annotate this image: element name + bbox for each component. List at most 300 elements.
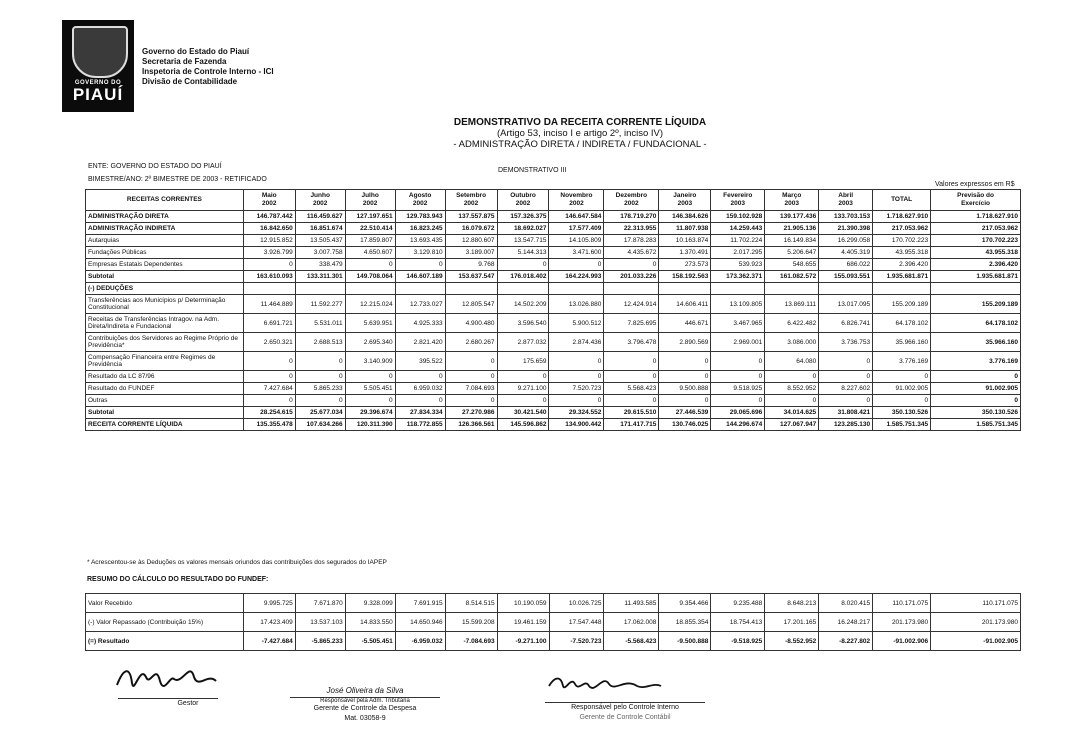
cell-value: 18.754.413	[711, 613, 765, 632]
cell-value: 29.065.696	[711, 407, 765, 419]
cell-value: 0	[345, 259, 395, 271]
cell-value: 43.955.318	[873, 247, 931, 259]
row-label: Fundações Públicas	[86, 247, 244, 259]
cell-value: 30.421.540	[497, 407, 549, 419]
cell-value: 13.547.715	[497, 235, 549, 247]
header-label: Outubro	[510, 192, 536, 199]
cell-value: 64.178.102	[931, 314, 1021, 333]
header-col-13	[873, 190, 931, 211]
row-label: Resultado da LC 87/96	[86, 371, 244, 383]
cell-value: 0	[765, 371, 819, 383]
cell-value: 3.776.169	[931, 352, 1021, 371]
table-header-row	[86, 190, 1021, 211]
header-sublabel: 2003	[677, 200, 693, 207]
cell-value: 13.537.103	[295, 613, 345, 632]
cell-value: 16.248.217	[819, 613, 873, 632]
cell-value: 25.677.034	[295, 407, 345, 419]
cell-value: 0	[345, 371, 395, 383]
row-label: (=) Resultado	[86, 632, 244, 651]
cell-value: 0	[445, 395, 497, 407]
cell-value: 539.923	[711, 259, 765, 271]
cell-value: 201.173.980	[931, 613, 1021, 632]
bimestre-label: BIMESTRE/ANO: 2º BIMESTRE DE 2003 - RETIFICADO	[88, 176, 267, 183]
cell-value: 217.053.962	[931, 223, 1021, 235]
cell-value: -5.505.451	[345, 632, 395, 651]
header-col-6	[497, 190, 549, 211]
cell-value: 146.647.584	[549, 211, 604, 223]
cell-value: 16.823.245	[395, 223, 445, 235]
header-sublabel: 2003	[784, 200, 799, 207]
cell-value: 139.177.436	[765, 211, 819, 223]
cell-value: 130.746.025	[659, 419, 711, 431]
cell-value: 110.171.075	[931, 594, 1021, 613]
institution-header	[142, 47, 274, 87]
cell-value: 12.880.607	[445, 235, 497, 247]
cell-value	[604, 283, 659, 295]
cell-value: -91.002.905	[931, 632, 1021, 651]
cell-value: 0	[243, 371, 295, 383]
cell-value	[445, 283, 497, 295]
row-label: Resultado do FUNDEF	[86, 383, 244, 395]
cell-value: 133.703.153	[819, 211, 873, 223]
cell-value: 129.783.943	[395, 211, 445, 223]
cell-value: 0	[931, 395, 1021, 407]
cell-value: 1.585.751.345	[873, 419, 931, 431]
cell-value: 11.464.889	[243, 295, 295, 314]
cell-value: 3.926.799	[243, 247, 295, 259]
cell-value	[873, 283, 931, 295]
cell-value: 8.227.602	[819, 383, 873, 395]
cell-value: 8.648.213	[765, 594, 819, 613]
header-col-5	[445, 190, 497, 211]
cell-value: 8.020.415	[819, 594, 873, 613]
cell-value: 3.007.758	[295, 247, 345, 259]
cell-value: 7.691.915	[395, 594, 445, 613]
table-row	[86, 211, 1021, 223]
cell-value: 64.178.102	[873, 314, 931, 333]
cell-value: 17.878.283	[604, 235, 659, 247]
cell-value: 9.328.099	[345, 594, 395, 613]
cell-value	[765, 283, 819, 295]
cell-value: -9.500.888	[659, 632, 711, 651]
cell-value: 11.702.224	[711, 235, 765, 247]
header-label: Abril	[838, 192, 854, 199]
cell-value: 201.173.980	[873, 613, 931, 632]
cell-value: 31.808.421	[819, 407, 873, 419]
cell-value: 3.086.000	[765, 333, 819, 352]
header-sublabel: 2002	[463, 200, 479, 207]
header-col-2	[295, 190, 345, 211]
cell-value: 350.130.526	[873, 407, 931, 419]
header-label: TOTAL	[891, 196, 913, 203]
cell-value: 64.080	[765, 352, 819, 371]
header-sublabel: 2002	[624, 200, 639, 207]
cell-value: 4.650.607	[345, 247, 395, 259]
cell-value: 123.285.130	[819, 419, 873, 431]
cell-value: 43.955.318	[931, 247, 1021, 259]
cell-value: 0	[445, 371, 497, 383]
cell-value: 2.969.001	[711, 333, 765, 352]
cell-value	[659, 283, 711, 295]
cell-value: 5.865.233	[295, 383, 345, 395]
cell-value: 3.736.753	[819, 333, 873, 352]
cell-value: 2.877.032	[497, 333, 549, 352]
cell-value: 9.500.888	[659, 383, 711, 395]
fundef-section-title: RESUMO DO CÁLCULO DO RESULTADO DO FUNDEF:	[87, 576, 269, 583]
cell-value: 0	[711, 395, 765, 407]
ente-label: ENTE: GOVERNO DO ESTADO DO PIAUÍ	[88, 163, 222, 170]
header-label: Fevereiro	[723, 192, 753, 199]
cell-value: 10.163.874	[659, 235, 711, 247]
cell-value: 16.149.834	[765, 235, 819, 247]
cell-value: 12.915.852	[243, 235, 295, 247]
cell-value: 0	[659, 395, 711, 407]
despesa-mat: Mat. 03058-9	[344, 715, 386, 722]
cell-value: 127.067.947	[765, 419, 819, 431]
cell-value: 5.568.423	[604, 383, 659, 395]
cell-value: -6.959.032	[395, 632, 445, 651]
gestor-signature-icon	[112, 655, 222, 700]
header-col-1	[243, 190, 295, 211]
header-label: Previsão do	[957, 192, 994, 199]
header-sublabel: Exercício	[961, 200, 990, 207]
cell-value: -7.084.693	[445, 632, 497, 651]
cell-value: 9.271.100	[497, 383, 549, 395]
header-receitas	[86, 190, 244, 211]
cell-value: 11.493.585	[604, 594, 659, 613]
header-col-4	[395, 190, 445, 211]
cell-value: 27.270.986	[445, 407, 497, 419]
cell-value: 13.026.880	[549, 295, 604, 314]
cell-value: 35.966.160	[873, 333, 931, 352]
cell-value: 14.105.809	[549, 235, 604, 247]
cell-value: 155.093.551	[819, 271, 873, 283]
cell-value: 18.692.027	[497, 223, 549, 235]
cell-value: 2.396.420	[873, 259, 931, 271]
row-label: Transferências aos Municípios p/ Determinação Constitucional	[86, 295, 244, 314]
cell-value: 17.062.008	[604, 613, 659, 632]
table-row	[86, 383, 1021, 395]
cell-value: 10.190.059	[497, 594, 549, 613]
row-label: Contribuições dos Servidores ao Regime Próprio de Previdência*	[86, 333, 244, 352]
cell-value: 5.531.011	[295, 314, 345, 333]
cell-value: 2.695.340	[345, 333, 395, 352]
cell-value	[549, 283, 604, 295]
cell-value: 178.719.270	[604, 211, 659, 223]
cell-value: 29.396.674	[345, 407, 395, 419]
cell-value: 170.702.223	[873, 235, 931, 247]
title-line-2: (Artigo 53, inciso I e artigo 2º, inciso IV)	[496, 128, 664, 139]
cell-value: 134.900.442	[549, 419, 604, 431]
cell-value: 338.479	[295, 259, 345, 271]
row-label: ADMINISTRAÇÃO INDIRETA	[86, 223, 244, 235]
header-label: Março	[782, 192, 802, 199]
header-line-4: Divisão de Contabilidade	[142, 77, 238, 86]
cell-value: 9.354.466	[659, 594, 711, 613]
cell-value: 6.691.721	[243, 314, 295, 333]
cell-value: 146.607.189	[395, 271, 445, 283]
cell-value: 22.510.414	[345, 223, 395, 235]
header-label: Maio	[261, 192, 277, 199]
cell-value: 1.585.751.345	[931, 419, 1021, 431]
cell-value: 12.805.547	[445, 295, 497, 314]
cell-value: 8.552.952	[765, 383, 819, 395]
cell-value: 10.026.725	[549, 594, 604, 613]
logo-small-text: GOVERNO DO	[74, 80, 122, 86]
table-row	[86, 395, 1021, 407]
cell-value: -9.271.100	[497, 632, 549, 651]
cell-value: 395.522	[395, 352, 445, 371]
row-label: Valor Recebido	[86, 594, 244, 613]
cell-value: 7.671.870	[295, 594, 345, 613]
cell-value: 0	[395, 395, 445, 407]
cell-value: 5.144.313	[497, 247, 549, 259]
cell-value: 144.296.674	[711, 419, 765, 431]
cell-value: -5.568.423	[604, 632, 659, 651]
header-sublabel: 2003	[730, 200, 746, 207]
cell-value: 8.514.515	[445, 594, 497, 613]
header-label: RECEITAS CORRENTES	[126, 196, 202, 203]
cell-value: 3.471.600	[549, 247, 604, 259]
table-row	[86, 407, 1021, 419]
header-sublabel: 2002	[312, 200, 328, 207]
header-label: Novembro	[560, 192, 593, 199]
demonstrativo-label: DEMONSTRATIVO III	[498, 167, 567, 174]
table-row	[86, 419, 1021, 431]
cell-value: 0	[243, 395, 295, 407]
cell-value: 5.900.512	[549, 314, 604, 333]
cell-value: 0	[395, 371, 445, 383]
cell-value: 21.390.398	[819, 223, 873, 235]
cell-value	[819, 283, 873, 295]
cell-value: 28.254.615	[243, 407, 295, 419]
cell-value: 91.002.905	[873, 383, 931, 395]
cell-value: 118.772.855	[395, 419, 445, 431]
cell-value: 120.311.390	[345, 419, 395, 431]
cell-value: 0	[711, 371, 765, 383]
contab-role: Responsável pelo Controle Interno	[571, 704, 679, 711]
cell-value: 18.855.354	[659, 613, 711, 632]
cell-value: -9.518.925	[711, 632, 765, 651]
cell-value: 548.655	[765, 259, 819, 271]
cell-value: 137.557.875	[445, 211, 497, 223]
cell-value: 4.405.319	[819, 247, 873, 259]
cell-value: 5.639.951	[345, 314, 395, 333]
cell-value: 0	[497, 395, 549, 407]
header-col-11	[765, 190, 819, 211]
cell-value: 0	[819, 371, 873, 383]
cell-value: 4.900.480	[445, 314, 497, 333]
row-label: Autarquias	[86, 235, 244, 247]
cell-value: 686.022	[819, 259, 873, 271]
state-logo	[62, 20, 134, 112]
cell-value: 1.718.627.910	[931, 211, 1021, 223]
title-line-3: - ADMINISTRAÇÃO DIRETA / INDIRETA / FUNDACIONAL -	[453, 139, 707, 150]
header-label: Agosto	[408, 192, 432, 199]
coat-of-arms-icon	[72, 26, 128, 78]
table-row	[86, 235, 1021, 247]
cell-value: 13.869.111	[765, 295, 819, 314]
cell-value: 3.129.810	[395, 247, 445, 259]
cell-value: 11.592.277	[295, 295, 345, 314]
cell-value: 159.102.928	[711, 211, 765, 223]
cell-value: 17.859.807	[345, 235, 395, 247]
cell-value: 135.355.478	[243, 419, 295, 431]
cell-value: 4.925.333	[395, 314, 445, 333]
cell-value: 14.833.550	[345, 613, 395, 632]
cell-value: 19.461.159	[497, 613, 549, 632]
cell-value: 158.192.563	[659, 271, 711, 283]
cell-value: 0	[765, 395, 819, 407]
cell-value: 9.235.488	[711, 594, 765, 613]
cell-value: 110.171.075	[873, 594, 931, 613]
cell-value: -8.552.952	[765, 632, 819, 651]
cell-value: 3.140.909	[345, 352, 395, 371]
cell-value: 0	[873, 371, 931, 383]
cell-value: 29.615.510	[604, 407, 659, 419]
cell-value: 0	[445, 352, 497, 371]
cell-value: 146.384.626	[659, 211, 711, 223]
cell-value: 2.688.513	[295, 333, 345, 352]
cell-value: 13.017.095	[819, 295, 873, 314]
header-label: Setembro	[456, 192, 487, 199]
cell-value: 0	[659, 352, 711, 371]
row-label: Compensação Financeira entre Regimes de Previdência	[86, 352, 244, 371]
cell-value: 11.807.938	[659, 223, 711, 235]
cell-value: 3.189.007	[445, 247, 497, 259]
cell-value: 201.033.226	[604, 271, 659, 283]
document-title	[380, 117, 780, 150]
cell-value: 146.787.442	[243, 211, 295, 223]
cell-value: 2.890.569	[659, 333, 711, 352]
table-row	[86, 371, 1021, 383]
table-row	[86, 352, 1021, 371]
row-label: (-) Valor Repassado (Contribuição 15%)	[86, 613, 244, 632]
cell-value: 0	[659, 371, 711, 383]
cell-value: 0	[604, 352, 659, 371]
cell-value: 0	[295, 371, 345, 383]
cell-value: 0	[395, 259, 445, 271]
cell-value: 0	[497, 371, 549, 383]
cell-value: 155.209.189	[931, 295, 1021, 314]
cell-value: 173.362.371	[711, 271, 765, 283]
cell-value: 22.313.955	[604, 223, 659, 235]
despesa-name: José Oliveira da Silva	[326, 686, 404, 695]
cell-value: 17.547.448	[549, 613, 604, 632]
row-label: ADMINISTRAÇÃO DIRETA	[86, 211, 244, 223]
cell-value: 14.606.411	[659, 295, 711, 314]
cell-value: 27.834.334	[395, 407, 445, 419]
cell-value: 3.596.540	[497, 314, 549, 333]
cell-value	[295, 283, 345, 295]
cell-value: -7.427.684	[243, 632, 295, 651]
cell-value: 176.018.402	[497, 271, 549, 283]
cell-value: 13.109.805	[711, 295, 765, 314]
cell-value: 2.680.267	[445, 333, 497, 352]
table-row	[86, 271, 1021, 283]
cell-value: 170.702.223	[931, 235, 1021, 247]
cell-value: 126.366.561	[445, 419, 497, 431]
cell-value: 6.422.482	[765, 314, 819, 333]
table-row	[86, 333, 1021, 352]
cell-value: 157.326.375	[497, 211, 549, 223]
cell-value: 164.224.993	[549, 271, 604, 283]
cell-value: 350.130.526	[931, 407, 1021, 419]
table-row	[86, 283, 1021, 295]
contab-role-2: Gerente de Controle Contábil	[579, 714, 671, 721]
cell-value: 29.324.552	[549, 407, 604, 419]
header-sublabel: 2002	[362, 200, 378, 207]
cell-value: 446.671	[659, 314, 711, 333]
cell-value: 16.842.650	[243, 223, 295, 235]
header-label: Junho	[310, 192, 330, 199]
cell-value: 161.082.572	[765, 271, 819, 283]
despesa-role-2: Gerente de Controle da Despesa	[313, 705, 417, 712]
gestor-label: Gestor	[177, 700, 199, 707]
cell-value: 14.650.946	[395, 613, 445, 632]
cell-value: 0	[873, 395, 931, 407]
currency-note: Valores expressos em R$	[935, 181, 1015, 188]
header-col-10	[711, 190, 765, 211]
cell-value	[243, 283, 295, 295]
cell-value: 14.259.443	[711, 223, 765, 235]
row-label: Subtotal	[86, 407, 244, 419]
cell-value	[931, 283, 1021, 295]
cell-value: 2.650.321	[243, 333, 295, 352]
cell-value: 13.505.437	[295, 235, 345, 247]
cell-value: -8.227.802	[819, 632, 873, 651]
cell-value	[345, 283, 395, 295]
header-sublabel: 2002	[262, 200, 277, 207]
cell-value: 7.427.684	[243, 383, 295, 395]
header-col-7	[549, 190, 604, 211]
cell-value: 145.596.862	[497, 419, 549, 431]
cell-value: 0	[549, 259, 604, 271]
cell-value: 21.905.136	[765, 223, 819, 235]
cell-value: 7.520.723	[549, 383, 604, 395]
cell-value: 9.768	[445, 259, 497, 271]
row-label: Receitas de Transferências Intragov. na Adm. Direta/Indireta e Fundacional	[86, 314, 244, 333]
cell-value: 175.659	[497, 352, 549, 371]
table-row	[86, 314, 1021, 333]
cell-value: 27.446.539	[659, 407, 711, 419]
cell-value: 5.505.451	[345, 383, 395, 395]
cell-value	[497, 283, 549, 295]
row-label: RECEITA CORRENTE LÍQUIDA	[86, 419, 244, 431]
cell-value: 14.502.209	[497, 295, 549, 314]
cell-value: 0	[711, 352, 765, 371]
cell-value: 0	[243, 352, 295, 371]
cell-value: 35.966.160	[931, 333, 1021, 352]
row-label: Empresas Estatais Dependentes	[86, 259, 244, 271]
cell-value: 16.299.058	[819, 235, 873, 247]
cell-value: 3.796.478	[604, 333, 659, 352]
contab-signature-icon	[545, 668, 665, 698]
table-row	[86, 632, 1021, 651]
cell-value: 2.396.420	[931, 259, 1021, 271]
cell-value: 12.215.024	[345, 295, 395, 314]
cell-value: 1.935.681.871	[931, 271, 1021, 283]
receita-table	[85, 189, 1021, 431]
cell-value: 0	[604, 371, 659, 383]
cell-value: 16.851.674	[295, 223, 345, 235]
cell-value: 17.201.165	[765, 613, 819, 632]
header-sublabel: 2002	[569, 200, 584, 207]
header-col-12	[819, 190, 873, 211]
cell-value: 116.459.627	[295, 211, 345, 223]
cell-value	[711, 283, 765, 295]
cell-value: 0	[243, 259, 295, 271]
